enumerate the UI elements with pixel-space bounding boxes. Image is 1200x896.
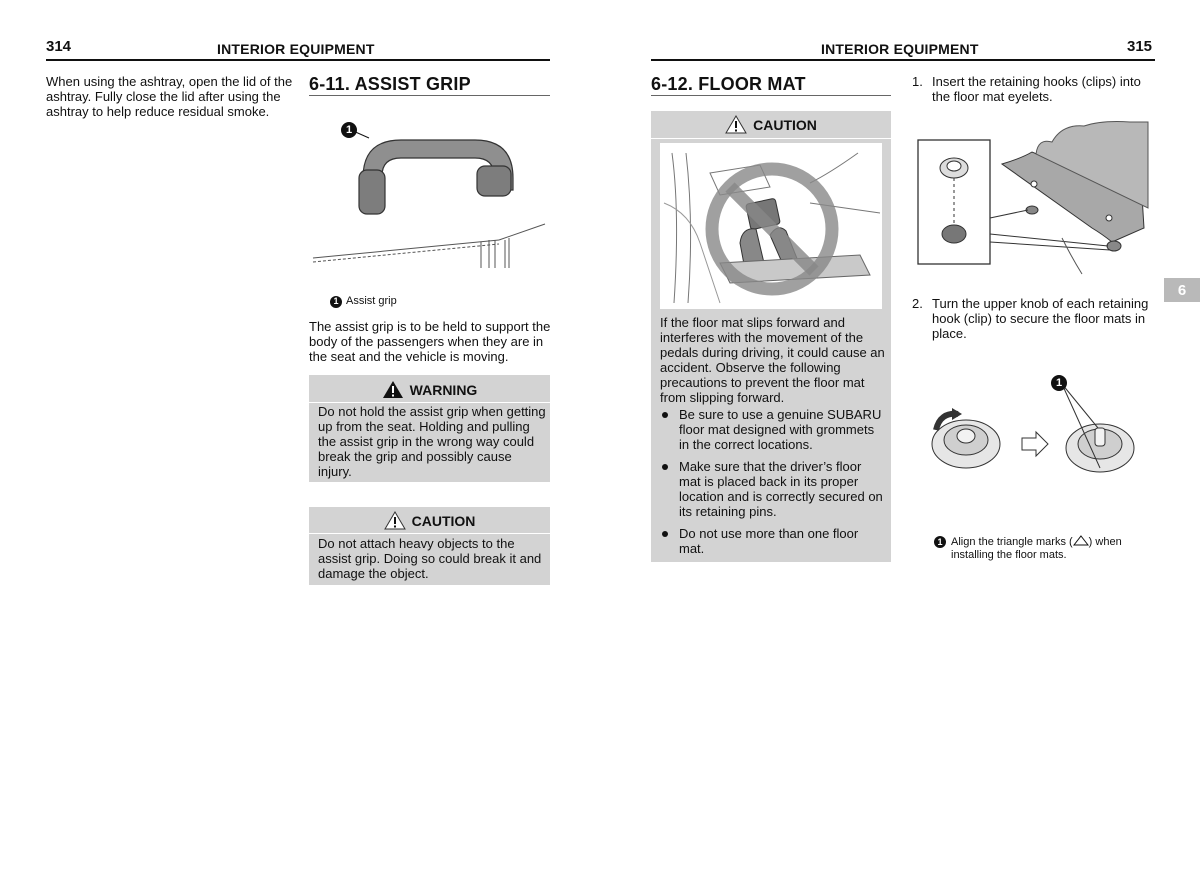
step-2 (912, 296, 1156, 341)
warning-text: Do not hold the assist grip when getting up from the seat. Holding and pulling the assist grip in the wrong way could break the grip and possibly cause injury. (318, 404, 546, 479)
caution-heading-left (309, 511, 550, 530)
list-item: Do not use more than one floor mat. (660, 526, 886, 556)
caution-box-floor-mat (651, 111, 891, 562)
caution-title-floor-mat: CAUTION (753, 116, 817, 133)
ashtray-text: When using the ashtray, open the lid of the ashtray. Fully close the lid after using the ashtray to help reduce residual smoke. (46, 74, 293, 119)
assist-grip-caption (330, 295, 397, 308)
knob-rotation-illustration (912, 372, 1152, 482)
caution-heading-floor-mat (651, 115, 891, 134)
right-page-header: INTERIOR EQUIPMENT (821, 41, 979, 57)
assist-grip-title: 6-11. ASSIST GRIP (309, 74, 471, 94)
knob-caption (934, 535, 1149, 562)
floor-mat-caution-intro: If the floor mat slips forward and interferes with the movement of the pedals during driving, it could cause an accident. Observe the following precautions to prevent the floor mat from slipping forward. (660, 315, 885, 405)
caution-box-left (309, 507, 550, 585)
list-item: Be sure to use a genuine SUBARU floor mat designed with grommets in the correct locations. (660, 407, 886, 452)
assist-grip-description: The assist grip is to be held to support the body of the passengers when they are in the seat and the vehicle is moving. (309, 319, 551, 364)
floor-mat-title: 6-12. FLOOR MAT (651, 74, 806, 94)
knob-callout-1: 1 (1051, 375, 1067, 391)
warning-divider (309, 402, 550, 403)
assist-grip-figure (309, 112, 550, 272)
warning-box (309, 375, 550, 482)
caution-title-left: CAUTION (411, 512, 476, 529)
no-floor-mat-on-pedals-illustration (660, 143, 882, 309)
triangle-mark-icon (1073, 535, 1089, 546)
knob-figure (912, 372, 1152, 482)
step-2-number: 2. (912, 296, 923, 311)
step-2-text: Turn the upper knob of each retaining hook (clip) to secure the floor mats in place. (932, 296, 1149, 341)
caution-divider-floor-mat (651, 138, 891, 139)
assist-grip-title-rule (309, 95, 550, 96)
caution-icon (384, 511, 406, 530)
step-1-number: 1. (912, 74, 923, 89)
knob-caption-after: ) when installing the floor mats. (951, 536, 1122, 561)
right-header-rule (651, 59, 1155, 61)
floor-mat-title-rule (651, 95, 891, 96)
warning-title: WARNING (409, 381, 478, 398)
caution-text-left: Do not attach heavy objects to the assist grip. Doing so could break it and damage the object. (318, 536, 542, 581)
assist-grip-callout-1: 1 (341, 122, 357, 138)
caption-badge-1: 1 (330, 296, 342, 308)
left-header-rule (46, 59, 550, 61)
warning-heading (309, 380, 550, 399)
caution-divider-left (309, 533, 550, 534)
list-item: Make sure that the driver’s floor mat is placed back in its proper location and is correctly secured on its retaining pins. (660, 459, 886, 519)
knob-caption-before: Align the triangle marks ( (951, 536, 1073, 548)
caption-badge-1: 1 (934, 536, 946, 548)
caution-icon (725, 115, 747, 134)
assist-grip-caption-text: Assist grip (346, 295, 397, 307)
pedal-illustration (660, 143, 882, 309)
warning-icon (382, 380, 404, 399)
left-page-number: 314 (46, 38, 72, 55)
right-page-number: 315 (1127, 38, 1153, 55)
retaining-hook-illustration (912, 118, 1152, 278)
left-page-header: INTERIOR EQUIPMENT (217, 41, 375, 57)
chapter-tab: 6 (1164, 278, 1200, 302)
retaining-hook-figure (912, 118, 1152, 278)
step-1-text: Insert the retaining hooks (clips) into the floor mat eyelets. (932, 74, 1141, 104)
floor-mat-caution-list (660, 407, 886, 563)
step-1 (912, 74, 1152, 104)
